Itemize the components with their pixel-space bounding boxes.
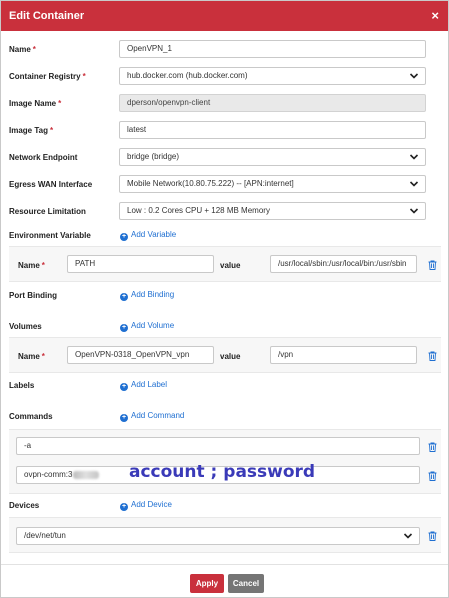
network-endpoint-select[interactable] <box>119 148 426 166</box>
container-registry-value: hub.docker.com (hub.docker.com) <box>127 71 248 80</box>
volume-name-input[interactable]: OpenVPN-0318_OpenVPN_vpn <box>67 346 214 364</box>
plus-circle-icon: + <box>121 233 127 240</box>
add-command-label: Add Command <box>131 411 185 420</box>
env-var-name-label: Name * <box>18 261 45 270</box>
add-binding-button[interactable] <box>120 290 174 301</box>
trash-icon[interactable] <box>428 471 437 481</box>
add-binding-label: Add Binding <box>131 290 175 299</box>
trash-icon[interactable] <box>428 260 437 270</box>
devices-label: Devices <box>9 501 40 510</box>
devices-list <box>9 517 441 553</box>
add-label-label: Add Label <box>131 380 168 389</box>
volume-row <box>9 337 441 373</box>
trash-icon[interactable] <box>428 351 437 361</box>
commands-label: Commands <box>9 412 53 421</box>
image-tag-label: Image Tag * <box>9 126 54 135</box>
plus-circle-icon: + <box>121 324 127 331</box>
chevron-down-icon <box>403 529 413 543</box>
image-name-label: Image Name * <box>9 99 62 108</box>
env-var-row <box>9 246 441 282</box>
cancel-button[interactable]: Cancel <box>228 574 264 593</box>
name-input[interactable]: OpenVPN_1 <box>119 40 426 58</box>
chevron-down-icon <box>409 150 419 164</box>
plus-circle-icon: + <box>121 293 127 300</box>
dialog-title: Edit Container <box>9 10 85 22</box>
network-endpoint-value: bridge (bridge) <box>127 152 180 161</box>
credentials-annotation: account ; password <box>129 462 316 482</box>
name-label: Name * <box>9 45 36 54</box>
plus-circle-icon: + <box>121 414 127 421</box>
resource-limitation-label: Resource Limitation <box>9 207 86 216</box>
plus-circle-icon: + <box>121 503 127 510</box>
egress-wan-label: Egress WAN Interface <box>9 180 93 189</box>
resource-limitation-select[interactable] <box>119 202 426 220</box>
add-device-button[interactable] <box>120 500 172 511</box>
add-variable-button[interactable] <box>120 230 176 241</box>
egress-wan-select[interactable] <box>119 175 426 193</box>
device-select[interactable] <box>16 527 420 545</box>
trash-icon[interactable] <box>428 442 437 452</box>
add-volume-button[interactable] <box>120 321 174 332</box>
egress-wan-value: Mobile Network(10.80.75.222) -- [APN:internet] <box>127 179 294 188</box>
volumes-label: Volumes <box>9 322 42 331</box>
command-text: ovpn-comm:3 <box>24 470 73 479</box>
chevron-down-icon <box>409 69 419 83</box>
env-var-name-input[interactable]: PATH <box>67 255 214 273</box>
image-name-input: dperson/openvpn-client <box>119 94 426 112</box>
chevron-down-icon <box>409 177 419 191</box>
environment-variable-label: Environment Variable <box>9 231 91 240</box>
redacted-value <box>73 471 99 479</box>
add-command-button[interactable] <box>120 411 184 422</box>
footer-divider <box>1 564 448 565</box>
volume-value-label: value <box>220 352 241 361</box>
plus-circle-icon: + <box>121 383 127 390</box>
close-icon[interactable]: × <box>431 8 439 23</box>
image-tag-input[interactable]: latest <box>119 121 426 139</box>
resource-limitation-value: Low : 0.2 Cores CPU + 128 MB Memory <box>127 206 270 215</box>
env-var-value-label: value <box>220 261 241 270</box>
add-volume-label: Add Volume <box>131 321 175 330</box>
container-registry-label: Container Registry * <box>9 72 86 81</box>
network-endpoint-label: Network Endpoint <box>9 153 78 162</box>
trash-icon[interactable] <box>428 531 437 541</box>
port-binding-label: Port Binding <box>9 291 57 300</box>
add-device-label: Add Device <box>131 500 172 509</box>
chevron-down-icon <box>409 204 419 218</box>
command-input[interactable]: -a <box>16 437 420 455</box>
volume-value-input[interactable]: /vpn <box>270 346 417 364</box>
volume-name-label: Name * <box>18 352 45 361</box>
container-registry-select[interactable] <box>119 67 426 85</box>
add-variable-label: Add Variable <box>131 230 177 239</box>
dialog-header <box>1 1 448 31</box>
device-value: /dev/net/tun <box>24 531 66 540</box>
add-label-button[interactable] <box>120 380 167 391</box>
apply-button[interactable]: Apply <box>190 574 224 593</box>
labels-label: Labels <box>9 381 35 390</box>
env-var-value-input[interactable]: /usr/local/sbin:/usr/local/bin:/usr/sbin <box>270 255 417 273</box>
